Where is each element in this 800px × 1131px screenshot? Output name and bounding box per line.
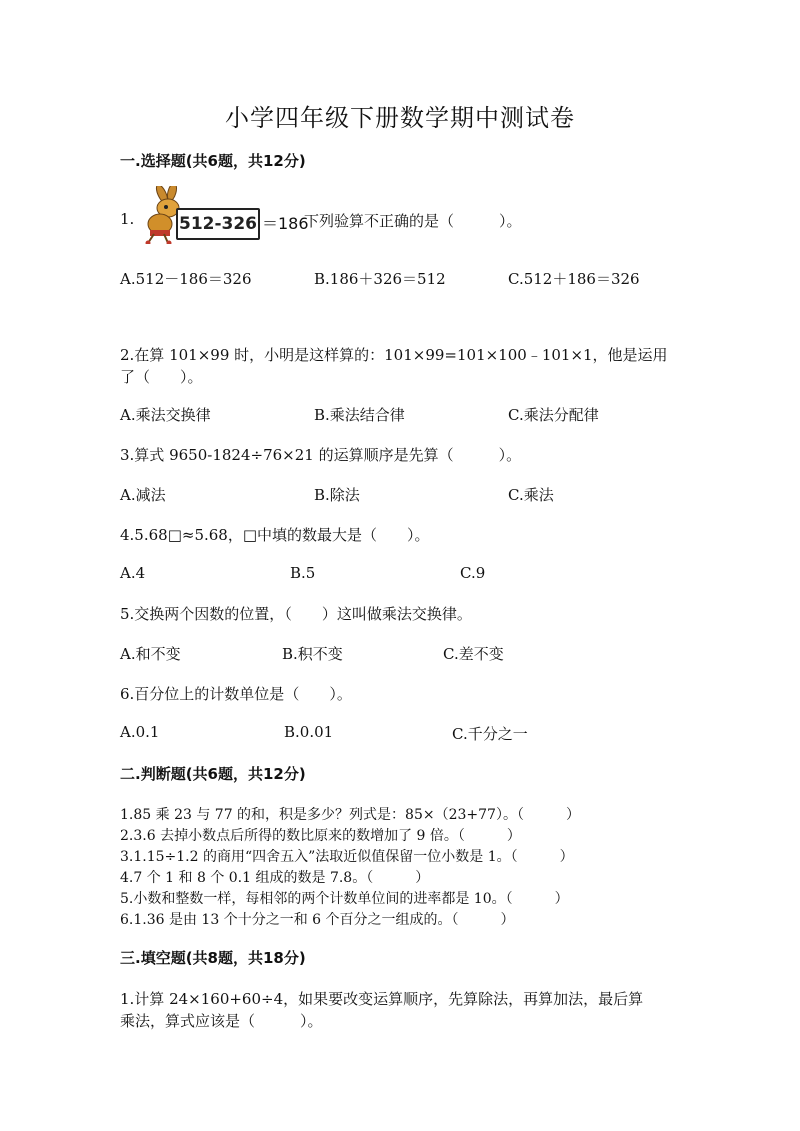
option-c: C.千分之一 — [452, 725, 528, 743]
question-text-cont: 了（ ）。 — [120, 368, 203, 386]
option-a: A.512－186＝326 — [120, 270, 252, 288]
option-c: C.乘法分配律 — [508, 406, 599, 424]
option-b: B.0.01 — [284, 723, 334, 741]
option-b: B.积不变 — [282, 645, 343, 663]
option-a: A.减法 — [120, 486, 166, 504]
question-text: 1.计算 24×160+60÷4，如果要改变运算顺序，先算除法，再算加法，最后算 — [120, 990, 644, 1008]
option-a: A.0.1 — [120, 723, 160, 741]
question-text: 5.交换两个因数的位置，（ ）这叫做乘法交换律。 — [120, 605, 472, 623]
option-b: B.186＋326＝512 — [314, 270, 446, 288]
page-title: 小学四年级下册数学期中测试卷 — [225, 104, 575, 132]
list-item: 3.1.15÷1.2 的商用“四舍五入”法取近似值保留一位小数是 1。（ ） — [120, 849, 574, 865]
question-text: 4.5.68□≈5.68，□中填的数最大是（ ）。 — [120, 526, 430, 544]
list-item: 4.7 个 1 和 8 个 0.1 组成的数是 7.8。（ ） — [120, 870, 430, 886]
option-a: A.乘法交换律 — [120, 406, 211, 424]
option-b: B.除法 — [314, 486, 360, 504]
list-item: 5.小数和整数一样，每相邻的两个计数单位间的进率都是 10。（ ） — [120, 891, 569, 907]
section-heading-true-false: 二.判断题(共6题，共12分) — [120, 765, 306, 783]
question-text: 3.算式 9650-1824÷76×21 的运算顺序是先算（ ）。 — [120, 446, 522, 464]
option-b: B.乘法结合律 — [314, 406, 405, 424]
list-item: 1.85 乘 23 与 77 的和，积是多少？列式是：85×（23+77）。（ ） — [120, 807, 580, 823]
option-a: A.和不变 — [120, 645, 181, 663]
option-c: C.差不变 — [443, 645, 504, 663]
subtraction-card: 512-326 — [176, 208, 260, 240]
option-c: C.9 — [460, 564, 486, 582]
option-c: C.乘法 — [508, 486, 554, 504]
equals-result: ＝186 — [262, 214, 309, 233]
question-text: 2.在算 101×99 时，小明是这样算的：101×99=101×100﹣101×1，他是运用 — [120, 346, 668, 364]
section-heading-choice: 一.选择题(共6题，共12分) — [120, 152, 306, 170]
list-item: 2.3.6 去掉小数点后所得的数比原来的数增加了 9 倍。（ ） — [120, 828, 521, 844]
option-c: C.512＋186＝326 — [508, 270, 640, 288]
question-text: 6.百分位上的计数单位是（ ）。 — [120, 685, 352, 703]
list-item: 6.1.36 是由 13 个十分之一和 6 个百分之一组成的。（ ） — [120, 912, 515, 928]
section-heading-fill-blank: 三.填空题(共8题，共18分) — [120, 949, 306, 967]
option-a: A.4 — [120, 564, 146, 582]
question-number: 1. — [120, 210, 135, 228]
option-b: B.5 — [290, 564, 316, 582]
question-text-cont: 乘法，算式应该是（ ）。 — [120, 1012, 323, 1030]
question-text: 下列验算不正确的是（ ）。 — [304, 212, 522, 230]
